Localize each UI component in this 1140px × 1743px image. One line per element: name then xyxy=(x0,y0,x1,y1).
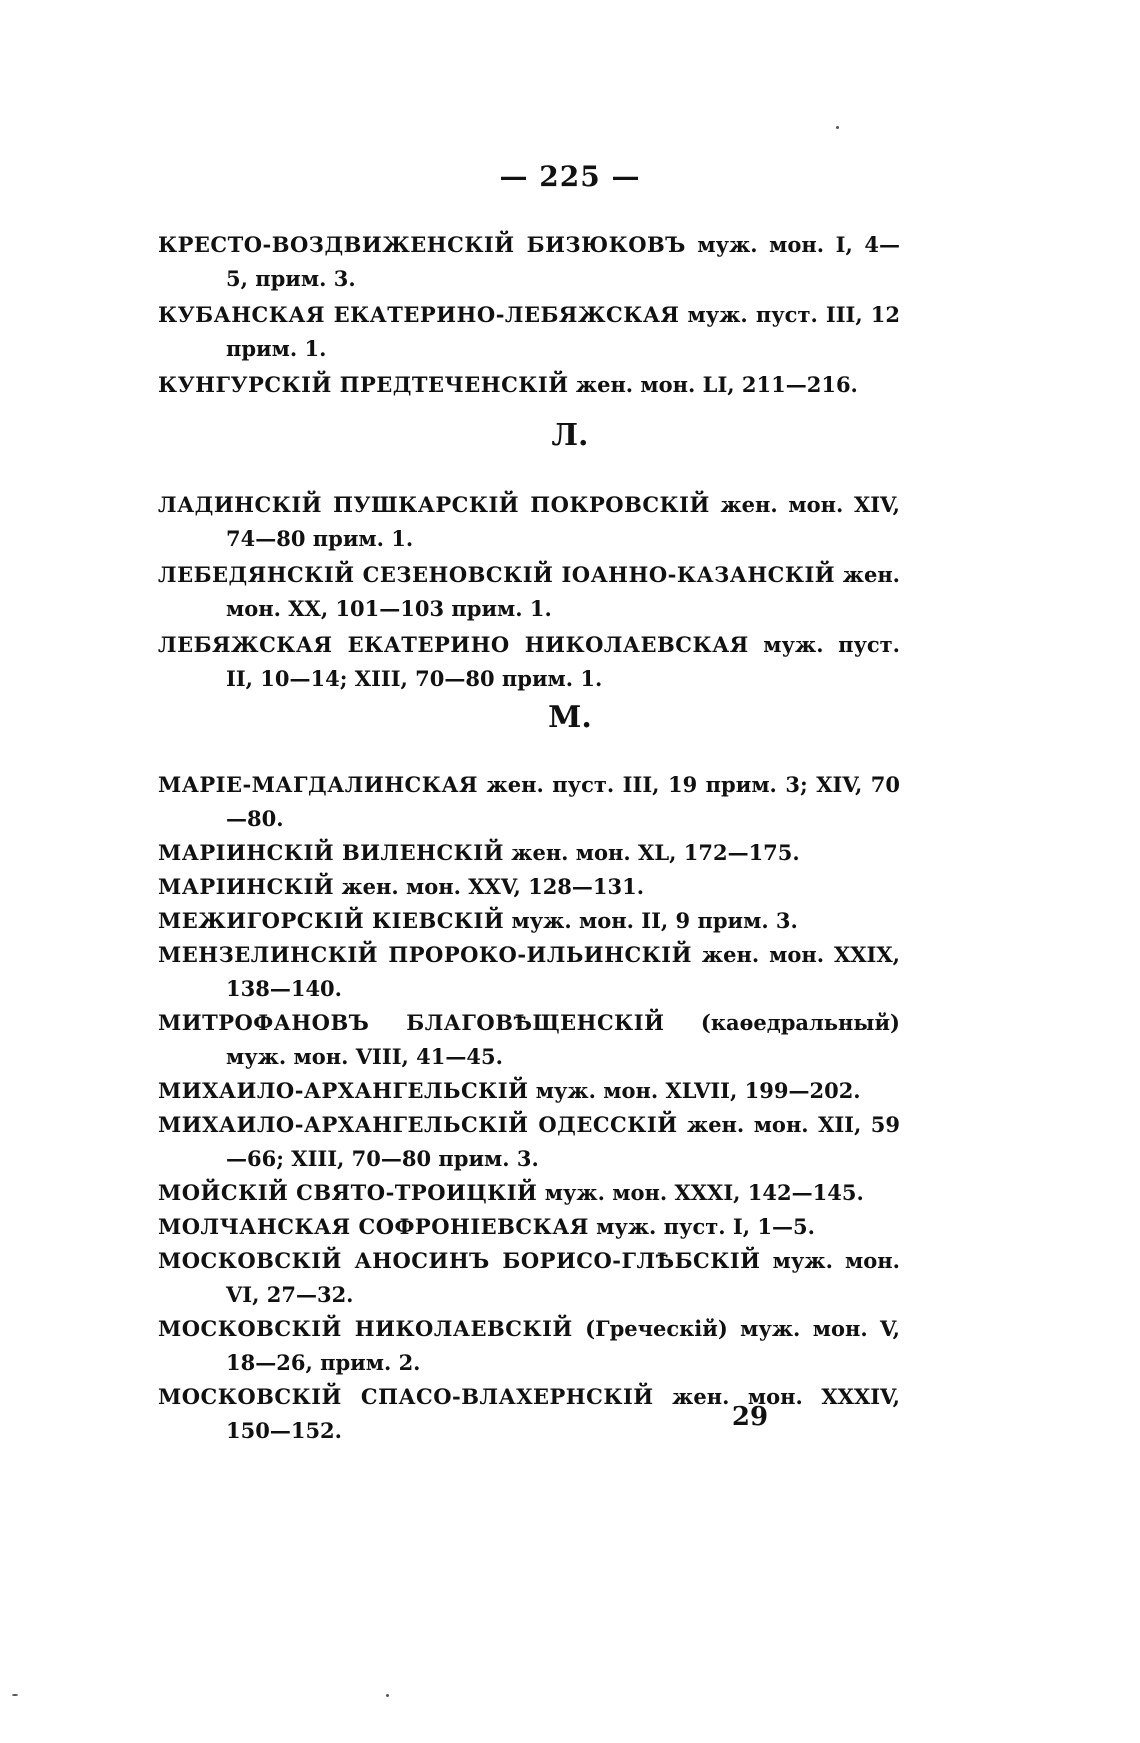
entry-name: МИТРОФАНОВЪ БЛАГОВѢЩЕНСКІЙ xyxy=(158,1010,665,1035)
index-entry xyxy=(158,870,900,904)
entry-name: ЛЕБЯЖСКАЯ ЕКАТЕРИНО НИКОЛАЕВСКАЯ xyxy=(158,632,749,657)
section-heading-m: М. xyxy=(548,700,592,735)
index-entry xyxy=(158,488,900,556)
index-section-l xyxy=(158,488,900,696)
entry-reference: жен. мон. LI, 211—216. xyxy=(568,372,858,397)
entry-reference: жен. мон. XXXIV, 150—152. xyxy=(226,1384,900,1443)
entry-reference: (Греческій) муж. мон. V, 18—26, прим. 2. xyxy=(226,1316,900,1375)
entry-name: МАРІИНСКІЙ ВИЛЕНСКІЙ xyxy=(158,840,504,865)
index-entry xyxy=(158,1210,900,1244)
entry-reference: муж. мон. XXXI, 142—145. xyxy=(537,1180,864,1205)
index-entry xyxy=(158,228,900,296)
entry-reference: муж. пуст. II, 10—14; XIII, 70—80 прим. 1. xyxy=(226,632,900,691)
index-entry xyxy=(158,1074,900,1108)
index-entry xyxy=(158,298,900,366)
entry-name: МОСКОВСКІЙ АНОСИНЪ БОРИСО-ГЛѢБСКІЙ xyxy=(158,1248,761,1273)
entry-reference: (каѳедральный) муж. мон. VIII, 41—45. xyxy=(226,1010,900,1069)
entry-name: КУНГУРСКІЙ ПРЕДТЕЧЕНСКІЙ xyxy=(158,372,569,397)
entry-name: МЕЖИГОРСКІЙ КІЕВСКІЙ xyxy=(158,908,505,933)
index-entry xyxy=(158,1176,900,1210)
index-entry xyxy=(158,628,900,696)
entry-name: МАРІИНСКІЙ xyxy=(158,874,335,899)
entry-reference: жен. мон. XX, 101—103 прим. 1. xyxy=(226,562,900,621)
index-entry xyxy=(158,1244,900,1312)
entry-reference: жен. мон. XII, 59—66; XIII, 70—80 прим. 3. xyxy=(226,1112,900,1171)
entry-reference: жен. мон. XXV, 128—131. xyxy=(334,874,645,899)
index-entry xyxy=(158,1006,900,1074)
entry-name: МАРІЕ-МАГДАЛИНСКАЯ xyxy=(158,772,479,797)
index-entry xyxy=(158,1312,900,1380)
entry-name: МОСКОВСКІЙ СПАСО-ВЛАХЕРНСКІЙ xyxy=(158,1384,654,1409)
entry-reference: муж. мон. XLVII, 199—202. xyxy=(528,1078,861,1103)
index-entry xyxy=(158,1108,900,1176)
index-entry xyxy=(158,836,900,870)
entry-reference: муж. пуст. III, 12 прим. 1. xyxy=(226,302,900,361)
entry-reference: муж. мон. VI, 27—32. xyxy=(226,1248,900,1307)
entry-name: МИХАИЛО-АРХАНГЕЛЬСКІЙ ОДЕССКІЙ xyxy=(158,1112,678,1137)
scan-speck xyxy=(836,126,839,129)
entry-name: ЛЕБЕДЯНСКІЙ СЕЗЕНОВСКІЙ ІОАННО-КАЗАНСКІЙ xyxy=(158,562,836,587)
page-number: — 225 — xyxy=(499,160,641,193)
entry-reference: жен. мон. XXIX, 138—140. xyxy=(226,942,900,1001)
index-entry xyxy=(158,558,900,626)
index-section-k xyxy=(158,228,900,402)
entry-reference: жен. пуст. III, 19 прим. 3; XIV, 70—80. xyxy=(226,772,900,831)
entry-name: МОСКОВСКІЙ НИКОЛАЕВСКІЙ xyxy=(158,1316,573,1341)
entry-name: МЕНЗЕЛИНСКІЙ ПРОРОКО-ИЛЬИНСКІЙ xyxy=(158,942,692,967)
entry-reference: муж. мон. II, 9 прим. 3. xyxy=(504,908,798,933)
section-heading-l: Л. xyxy=(551,418,589,453)
scan-speck xyxy=(386,1694,389,1697)
entry-name: МОЙСКІЙ СВЯТО-ТРОИЦКІЙ xyxy=(158,1180,538,1205)
entry-reference: муж. пуст. I, 1—5. xyxy=(588,1214,815,1239)
entry-name: МИХАИЛО-АРХАНГЕЛЬСКІЙ xyxy=(158,1078,529,1103)
index-entry xyxy=(158,938,900,1006)
index-entry xyxy=(158,768,900,836)
scan-speck xyxy=(12,1694,18,1696)
entry-reference: муж. мон. I, 4—5, прим. 3. xyxy=(226,232,900,291)
entry-reference: жен. мон. XIV, 74—80 прим. 1. xyxy=(226,492,900,551)
entry-name: КРЕСТО-ВОЗДВИЖЕНСКІЙ БИЗЮКОВЪ xyxy=(158,232,686,257)
entry-name: МОЛЧАНСКАЯ СОФРОНІЕВСКАЯ xyxy=(158,1214,589,1239)
printer-signature-mark: 29 xyxy=(731,1402,769,1432)
index-section-m xyxy=(158,768,900,1448)
entry-reference: жен. мон. XL, 172—175. xyxy=(503,840,800,865)
index-entry xyxy=(158,904,900,938)
entry-name: КУБАНСКАЯ ЕКАТЕРИНО-ЛЕБЯЖСКАЯ xyxy=(158,302,680,327)
entry-name: ЛАДИНСКІЙ ПУШКАРСКІЙ ПОКРОВСКІЙ xyxy=(158,492,710,517)
index-entry xyxy=(158,368,900,402)
